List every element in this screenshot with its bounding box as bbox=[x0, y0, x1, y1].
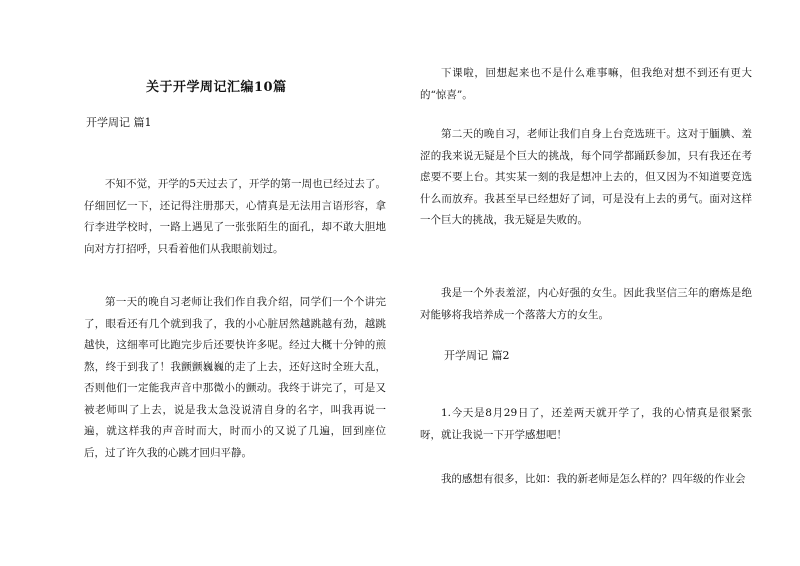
paragraph: 第二天的晚自习，老师让我们自身上台竞选班干。这对于腼腆、羞涩的我来说无疑是个巨大的挑战，每个同学都踊跃参加，只有我还在考虑要不要上台。其实某一刻的我是想冲上去的，但又因为不知道要竞选什么而放弃。我甚至早已经想好了词，可是没有上去的勇气。面对这样一个巨大的挑战，我无疑是失败的。 bbox=[420, 128, 752, 226]
paragraph: 我的感想有很多，比如：我的新老师是怎么样的？四年级的作业会 bbox=[441, 473, 746, 485]
paragraph: 不知不觉，开学的5天过去了，开学的第一周也已经过去了。仔细回忆一下，还记得注册那天，心情真是无法用言语形容，拿行李进学校时，一路上遇见了一张张陌生的面孔，却不敢大胆地向对方打招呼，只看着他们从我眼前划过。 bbox=[84, 178, 386, 255]
section-2-heading: 开学周记 篇2 bbox=[444, 349, 510, 362]
section-1-heading: 开学周记 篇1 bbox=[86, 116, 152, 129]
document-title: 关于开学周记汇编10篇 bbox=[146, 80, 287, 95]
paragraph: 第一天的晚自习老师让我们作自我介绍，同学们一个个讲完了，眼看还有几个就到我了，我的小心脏居然越跳越有劲，越跳越快，这细率可比跑完步后还要快许多呢。经过大概十分钟的煎熬，终于到我了！我颤颤巍巍的走了上去，还好这时全班大乱，否则他们一定能我声音中那微小的颤动。我终于讲完了，可是又被老师叫了上去，说是我太急没说清自身的名字，叫我再说一遍，就这样我的声音时而大，时而小的又说了几遍，回到座位后，过了许久我的心跳才回归平静。 bbox=[84, 296, 386, 459]
paragraph: 1.今天是8月29日了，还差两天就开学了，我的心情真是很紧张呀，就让我说一下开学感想吧！ bbox=[420, 407, 752, 441]
paragraph: 下课啦，回想起来也不是什么难事嘛，但我绝对想不到还有更大的“惊喜”。 bbox=[420, 67, 752, 101]
paragraph: 我是一个外表羞涩，内心好强的女生。因此我坚信三年的磨炼是绝对能够将我培养成一个落落大方的女生。 bbox=[420, 287, 752, 321]
